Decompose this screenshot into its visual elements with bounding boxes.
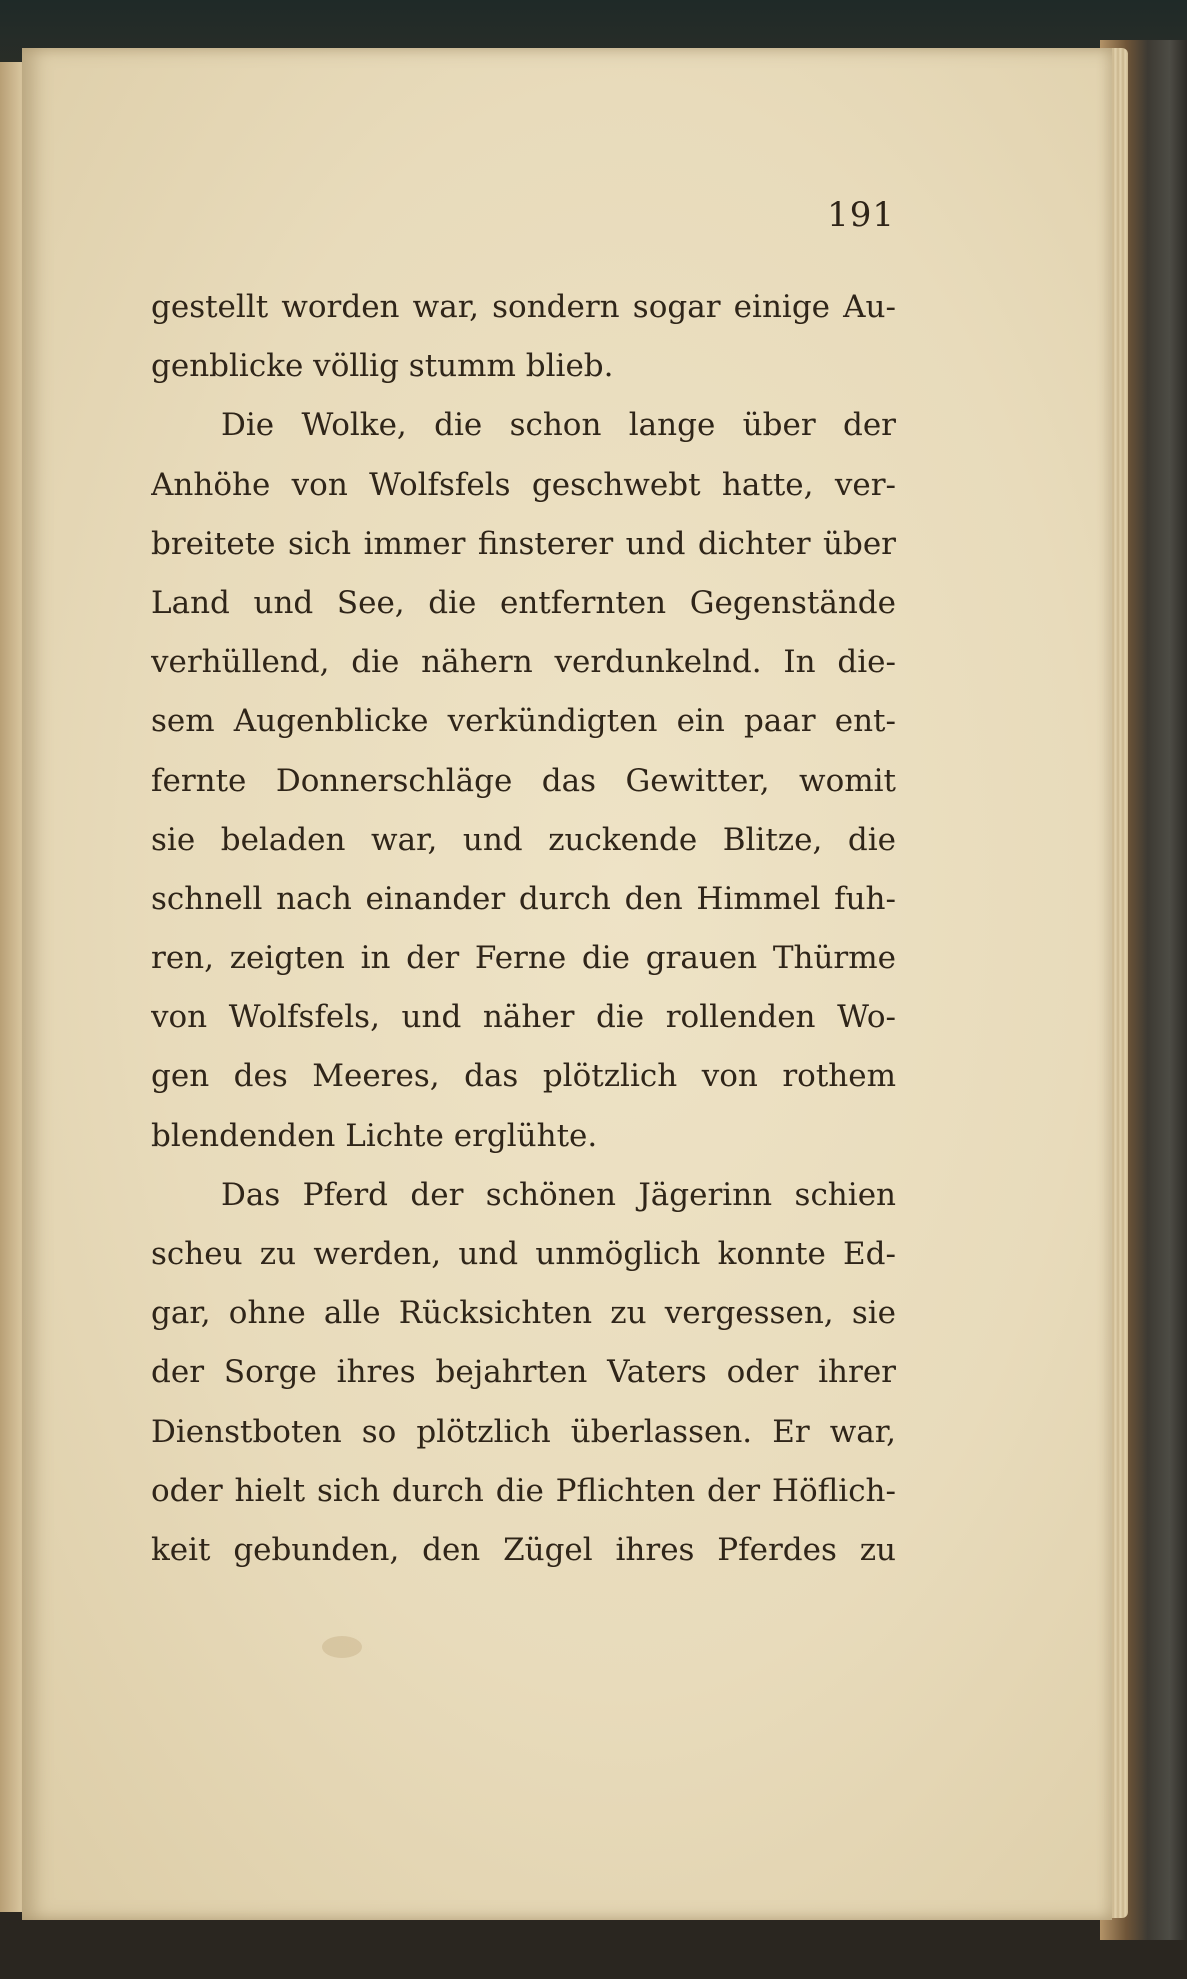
page-number: 191 [827,195,895,235]
text-line: fernte Donnerschläge das Gewitter, womit [151,762,896,799]
text-line: Anhöhe von Wolfsfels geschwebt hatte, ver- [151,466,896,503]
text-line: breitete sich immer finsterer und dichter über [151,525,896,562]
text-line: gar, ohne alle Rücksichten zu vergessen, sie [151,1295,896,1332]
text-line: genblicke völlig stumm blieb. [151,348,614,385]
text-line: schnell nach einander durch den Himmel fuh- [151,880,896,917]
text-line: von Wolfsfels, und näher die rollenden Wo- [151,999,896,1036]
text-line: blendenden Lichte erglühte. [151,1117,598,1154]
text-line: keit gebunden, den Zügel ihres Pferdes zu [151,1531,896,1568]
text-line: Die Wolke, die schon lange über der [221,407,896,444]
body-text [151,278,896,1580]
text-line: scheu zu werden, und unmöglich konnte Ed- [151,1236,896,1272]
text-line: gestellt worden war, sondern sogar einige Au- [151,289,896,325]
text-line: ren, zeigten in der Ferne die grauen Thürme [151,940,896,977]
text-line: Das Pferd der schönen Jägerinn schien [221,1176,896,1213]
text-line: Dienstboten so plötzlich überlassen. Er war, [151,1413,896,1450]
text-line: sie beladen war, und zuckende Blitze, die [151,821,896,858]
text-line: der Sorge ihres bejahrten Vaters oder ihrer [151,1354,896,1391]
text-line: verhüllend, die nähern verdunkelnd. In die- [151,644,896,681]
paper-stain [322,1636,362,1658]
text-line: oder hielt sich durch die Pflichten der Höflich- [151,1472,896,1509]
text-line: sem Augenblicke verkündigten ein paar ent- [151,703,896,740]
text-line: gen des Meeres, das plötzlich von rothem [151,1058,896,1095]
text-line: Land und See, die entfernten Gegenstände [151,584,896,621]
